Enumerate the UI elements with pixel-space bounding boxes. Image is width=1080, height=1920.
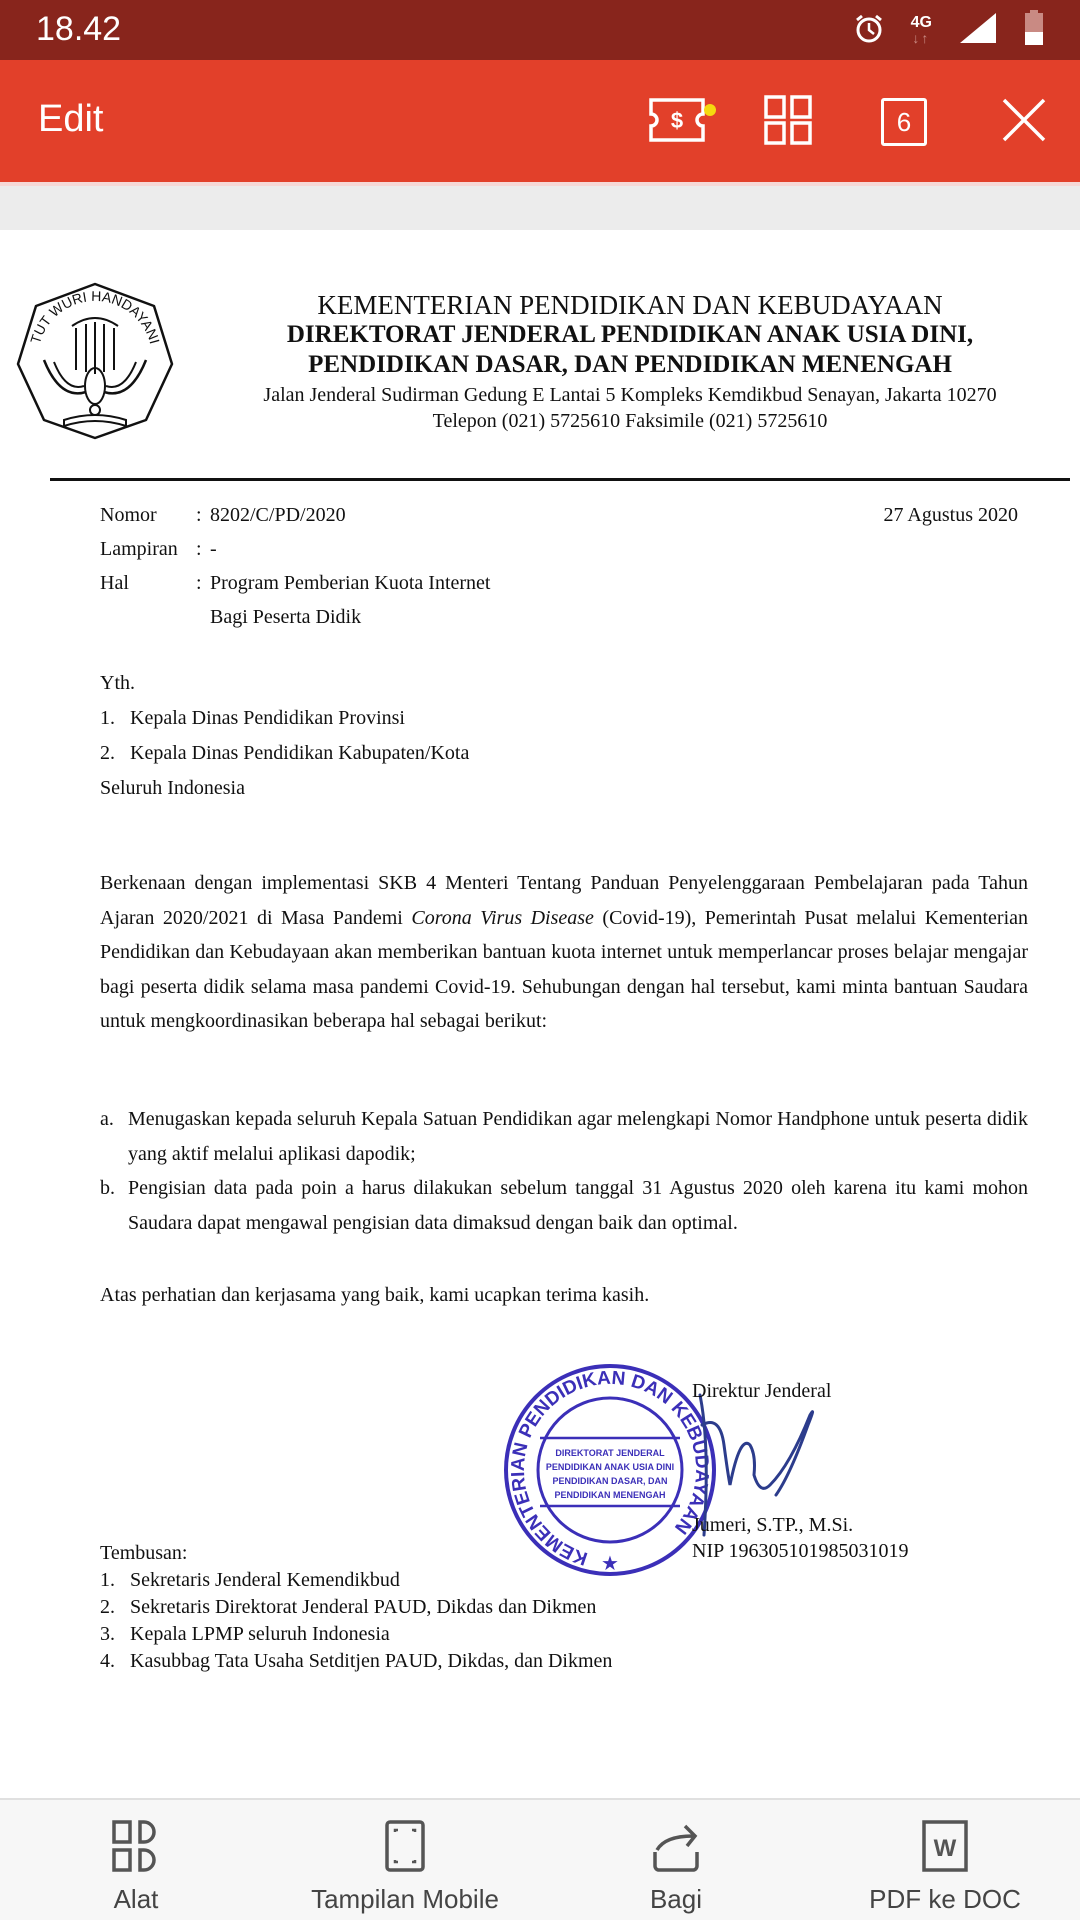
cc-item: [100, 1567, 612, 1594]
mobile-view-label: Tampilan Mobile: [311, 1884, 499, 1914]
nomor-row: [100, 498, 490, 532]
separator: :: [196, 504, 202, 526]
hal-label: Hal: [100, 572, 129, 594]
lampiran-row: [100, 532, 490, 566]
network-4g-icon: 4G ↓↑: [910, 14, 932, 46]
hal-row-2: [100, 600, 490, 634]
points-list: [100, 1102, 1028, 1240]
list-number: 2.: [100, 1596, 115, 1618]
grid-icon: [764, 95, 812, 150]
page-count-icon: [881, 98, 927, 146]
document-page[interactable]: [0, 230, 1080, 1798]
svg-text:KEMENTERIAN PENDIDIKAN DAN KEB: KEMENTERIAN PENDIDIKAN DAN KEBUDAYAAN: [507, 1367, 713, 1569]
point-letter: a.: [100, 1108, 114, 1130]
alarm-icon: [853, 12, 885, 49]
premium-coupon-button[interactable]: [648, 96, 706, 148]
bottom-toolbar: [0, 1798, 1080, 1920]
nomor-value: 8202/C/PD/2020: [210, 504, 346, 526]
share-label: Bagi: [649, 1884, 703, 1914]
list-number: 2.: [100, 742, 115, 764]
page-count-label: 6: [896, 106, 912, 137]
separator: :: [196, 538, 202, 560]
svg-text:DIREKTORAT JENDERAL: DIREKTORAT JENDERAL: [555, 1448, 665, 1458]
pdf-to-doc-button[interactable]: [860, 1800, 1030, 1920]
body-paragraph: [100, 866, 1028, 1039]
status-bar: [0, 0, 1080, 60]
svg-text:PENDIDIKAN DASAR, DAN: PENDIDIKAN DASAR, DAN: [552, 1476, 668, 1486]
hal-value: Program Pemberian Kuota Internet: [210, 572, 491, 594]
cc-text: Sekretaris Direktorat Jenderal PAUD, Dikdas dan Dikmen: [130, 1596, 597, 1618]
recipient-text: Kepala Dinas Pendidikan Kabupaten/Kota: [130, 742, 470, 764]
body-text: Berkenaan dengan implementasi SKB 4 Menteri Tentang Panduan Penyelenggaraan Pembelajaran pada Tahun Ajaran 2020/2021 di Masa Pandemi: [100, 872, 1028, 929]
nomor-label: Nomor: [100, 504, 157, 526]
recipients: [100, 666, 469, 806]
recipient-item: [100, 736, 469, 771]
hal-row: [100, 566, 490, 600]
edit-button[interactable]: Edit: [38, 98, 104, 140]
recipient-text: Kepala Dinas Pendidikan Provinsi: [130, 707, 405, 729]
lampiran-value: -: [210, 538, 217, 560]
notification-badge: [704, 104, 716, 116]
list-number: 1.: [100, 1569, 115, 1591]
grid-view-button[interactable]: [762, 96, 814, 148]
network-type: 4G: [910, 14, 932, 31]
list-number: 4.: [100, 1650, 115, 1672]
signatory-title: Direktur Jenderal: [692, 1380, 832, 1402]
ministry-name: KEMENTERIAN PENDIDIKAN DAN KEBUDAYAAN: [317, 290, 943, 320]
share-icon: [650, 1820, 702, 1872]
greeting: Yth.: [100, 672, 135, 694]
signal-icon: [958, 11, 998, 50]
point-text: Pengisian data pada poin a harus dilakukan sebelum tanggal 31 Agustus 2020 oleh karena itu kami mohon Saudara dapat mengawal pengisian data dimaksud dengan baik dan optimal.: [128, 1177, 1028, 1234]
page-gap: [0, 182, 1080, 230]
letterhead: [180, 290, 1080, 434]
tools-label: Alat: [113, 1884, 159, 1914]
recipient-item: [100, 701, 469, 736]
svg-text:PENDIDIKAN ANAK USIA DINI: PENDIDIKAN ANAK USIA DINI: [545, 1462, 675, 1472]
svg-text:★: ★: [601, 1553, 619, 1575]
cc-item: [100, 1648, 612, 1675]
point-text: Menugaskan kepada seluruh Kepala Satuan Pendidikan agar melengkapi Nomor Handphone untuk peserta didik yang aktif melalui aplikasi dapodik;: [128, 1108, 1028, 1165]
cc-item: [100, 1594, 612, 1621]
body-italic: Corona Virus Disease: [411, 906, 594, 929]
tut-wuri-handayani-logo: [14, 280, 176, 442]
app-bar: [0, 60, 1080, 182]
svg-text:W: W: [933, 1835, 957, 1862]
close-icon: [1001, 97, 1047, 148]
list-number: 1.: [100, 707, 115, 729]
letter-date: 27 Agustus 2020: [883, 504, 1018, 526]
status-time: 18.42: [36, 10, 122, 48]
body-text: (Covid-19), Pemerintah Pusat melalui Kementerian Pendidikan dan Kebudayaan akan memberikan bantuan kuota internet untuk memperlancar proses belajar mengajar bagi peserta didik selama masa pandemi Covid-19. Sehubungan dengan hal tersebut, kami minta bantuan Saudara untuk mengkoordinasikan beberapa hal sebagai berikut:: [100, 906, 1028, 1032]
cc-text: Kepala LPMP seluruh Indonesia: [130, 1623, 390, 1645]
closing-sentence: Atas perhatian dan kerjasama yang baik, kami ucapkan terima kasih.: [100, 1284, 650, 1306]
tools-button[interactable]: [86, 1800, 186, 1920]
point-letter: b.: [100, 1177, 115, 1199]
page-count-button[interactable]: [878, 96, 930, 148]
hal-value-continued: Bagi Peserta Didik: [210, 606, 362, 628]
signatory-block: [692, 1512, 908, 1564]
svg-text:PENDIDIKAN MENENGAH: PENDIDIKAN MENENGAH: [554, 1490, 666, 1500]
tools-icon: [110, 1820, 162, 1872]
mobile-view-icon: [379, 1820, 431, 1872]
cc-label: Tembusan:: [100, 1542, 188, 1564]
point-item: [100, 1102, 1028, 1171]
cc-text: Sekretaris Jenderal Kemendikbud: [130, 1569, 400, 1591]
share-button[interactable]: [626, 1800, 726, 1920]
battery-icon: [1024, 10, 1044, 51]
separator: :: [196, 572, 202, 594]
dollar-ticket-icon: [648, 97, 706, 148]
signatory-name: Jumeri, S.TP., M.Si.: [692, 1514, 854, 1536]
close-button[interactable]: [998, 96, 1050, 148]
pdf-to-doc-label: PDF ke DOC: [869, 1884, 1021, 1914]
cc-item: [100, 1621, 612, 1648]
svg-text:TUT WURI HANDAYANI: TUT WURI HANDAYANI: [27, 287, 163, 346]
contact: Telepon (021) 5725610 Faksimile (021) 5725610: [432, 410, 828, 432]
signatory-nip: NIP 196305101985031019: [692, 1540, 909, 1562]
list-number: 3.: [100, 1623, 115, 1645]
status-icons: [853, 10, 1044, 50]
letterhead-divider: [50, 478, 1070, 481]
directorate-line-2: PENDIDIKAN DASAR, DAN PENDIDIKAN MENENGAH: [308, 351, 952, 378]
mobile-view-button[interactable]: [300, 1800, 510, 1920]
cc-list: [100, 1540, 612, 1675]
address: Jalan Jenderal Sudirman Gedung E Lantai 5 Kompleks Kemdikbud Senayan, Jakarta 10270: [263, 384, 997, 406]
lampiran-label: Lampiran: [100, 538, 178, 560]
point-item: [100, 1171, 1028, 1240]
cc-text: Kasubbag Tata Usaha Setditjen PAUD, Dikdas, dan Dikmen: [130, 1650, 613, 1672]
letter-meta: [100, 498, 490, 634]
word-doc-icon: [919, 1820, 971, 1872]
svg-text:$: $: [670, 107, 684, 133]
recipient-scope: Seluruh Indonesia: [100, 777, 245, 799]
directorate-line-1: DIREKTORAT JENDERAL PENDIDIKAN ANAK USIA DINI,: [286, 321, 974, 348]
